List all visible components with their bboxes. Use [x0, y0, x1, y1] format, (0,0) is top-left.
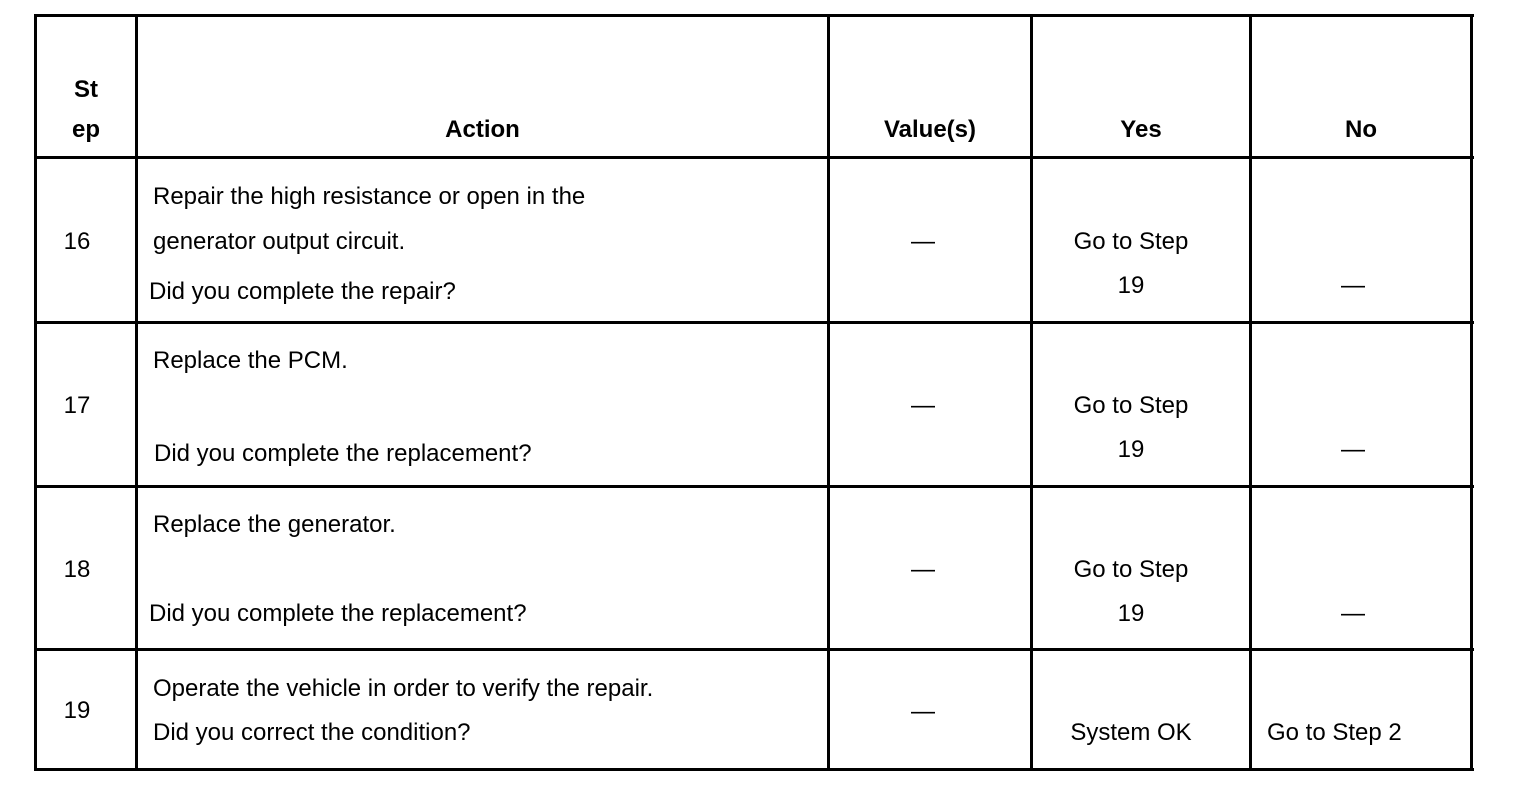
row-action-question: Did you correct the condition?: [153, 719, 471, 746]
header-divider: [34, 156, 1474, 159]
row-divider: [34, 648, 1474, 651]
header-step-line1: St: [74, 76, 98, 103]
row-no-link: Go to Step 2: [1267, 719, 1402, 746]
header-step-line2: ep: [71, 116, 100, 143]
row-action-text: Replace the PCM.: [153, 347, 348, 374]
table-border-top: [34, 14, 1474, 17]
row-yes-link: Go to Step: [1073, 392, 1189, 419]
row-step-number: 18: [63, 556, 91, 583]
table-border-right: [1470, 14, 1473, 771]
row-yes-link: Go to Step: [1073, 556, 1189, 583]
row-step-number: 19: [63, 697, 91, 724]
row-divider: [34, 485, 1474, 488]
row-yes-step: 19: [1117, 272, 1145, 299]
row-action-text: Operate the vehicle in order to verify the repair.: [153, 675, 654, 702]
row-action-text: Replace the generator.: [153, 511, 396, 538]
header-action: Action: [445, 116, 520, 143]
row-no: —: [1341, 436, 1365, 463]
row-no: —: [1341, 272, 1365, 299]
row-step-number: 17: [63, 392, 91, 419]
row-yes-link: Go to Step: [1073, 228, 1189, 255]
row-yes-step: 19: [1117, 436, 1145, 463]
row-step-number: 16: [63, 228, 91, 255]
row-value: —: [911, 228, 935, 255]
row-action-question: Did you complete the replacement?: [149, 600, 527, 627]
row-no: —: [1341, 600, 1365, 627]
row-yes-step: 19: [1117, 600, 1145, 627]
row-divider: [34, 321, 1474, 324]
header-no: No: [1345, 116, 1377, 143]
table-border-bottom: [34, 768, 1474, 771]
row-value: —: [911, 392, 935, 419]
row-action-text: Repair the high resistance or open in the: [153, 183, 586, 210]
row-action-question: Did you complete the replacement?: [154, 440, 532, 467]
row-action-question: Did you complete the repair?: [149, 278, 456, 305]
header-yes: Yes: [1120, 116, 1162, 143]
header-values: Value(s): [883, 116, 977, 143]
row-action-text: generator output circuit.: [153, 228, 406, 255]
row-value: —: [911, 698, 935, 725]
row-value: —: [911, 556, 935, 583]
row-yes-result: System OK: [1070, 719, 1192, 746]
